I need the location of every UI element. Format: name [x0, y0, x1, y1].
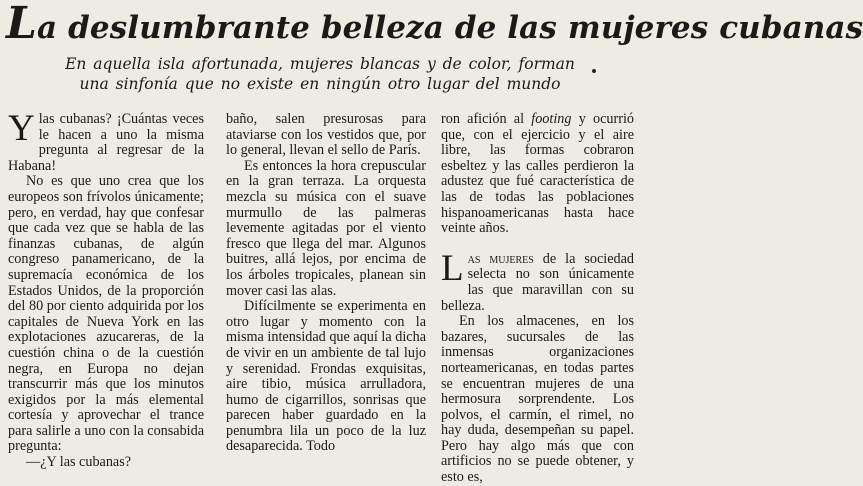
dropcap-y: Y — [8, 108, 35, 149]
col3-p2-text: de la sociedad selecta no son únicamente las que maravillan con su belleza. — [441, 250, 634, 314]
dropcap-l: L — [441, 247, 464, 289]
col3-p1-start: ron afición al — [441, 111, 532, 127]
subhead-line-2: una sinfonía que no existe en ningún otro lugar del mundo — [79, 75, 561, 93]
col3-paragraph-3: En los almacenes, en los bazares, sucursales de las inmensas organizaciones norteamericanas, en todas partes se encuentran mujeres de una hermosura sorprendente. Los polvos, el carmín, el rimel, no hay duda, desempeñan su papel. Pero hay algo más que con artificios no se puede obtener, y esto es, — [441, 313, 634, 486]
col1-paragraph-2: No es que uno crea que los europeos son frívolos únicamente; pero, en verdad, hay que confesar que cada vez que se habla de las finanzas cubanas, de algún congreso panamericano, de la supremacía económica de los Estados Unidos, de la proporción del 80 por ciento adquirida por los capitales de Nueva York en las explotaciones azucareras, de la cuestión china o de la cuestión negra, en Europa no dejan transcurrir más que los minutos exigidos por la más elemental cortesía y aprovechar el trance para salirle a uno con la consabida pregunta: — [8, 173, 204, 455]
column-1 — [8, 108, 204, 471]
headline-text: a deslumbrante belleza de las mujeres cubanas — [37, 10, 863, 46]
col3-p1-footing: footing — [531, 111, 572, 127]
col3-paragraph-1 — [441, 112, 634, 237]
section-gap — [441, 237, 634, 252]
col3-paragraph-2 — [441, 247, 634, 314]
ink-spot — [592, 69, 596, 73]
col3-p2-smallcaps: as mujeres — [467, 250, 534, 267]
subhead-line-1: En aquella isla afortunada, mujeres blancas y de color, forman — [65, 55, 575, 73]
col1-paragraph-1: las cubanas? ¡Cuántas veces le hacen a uno la misma pregunta al regresar de la Habana! — [8, 111, 204, 174]
headline-initial: L — [6, 0, 38, 49]
column-3 — [441, 112, 634, 486]
col3-p1-end: y ocurrió que, con el ejercicio y el aire libre, las formas cobraron esbeltez y las calles perdieron la adustez que fué característica de las de todas las poblaciones hispanoamericanas hasta hace veinte años. — [441, 111, 634, 237]
col2-paragraph-2: Es entonces la hora crepuscular en la gran terraza. La orquesta mezcla su música con el suave murmullo de las palmeras levemente agitadas por el viento fresco que llega del mar. Algunos buitres, allá lejos, por encima de los árboles tropicales, planean sin mover casi las alas. — [226, 157, 426, 299]
col1-paragraph-3: —¿Y las cubanas? — [26, 454, 132, 471]
col2-paragraph-1: baño, salen presurosas para ataviarse con los vestidos que, por lo general, llevan el sello de París. — [226, 111, 426, 159]
subheadline — [0, 54, 640, 94]
col2-paragraph-3: Difícilmente se experimenta en otro lugar y momento con la misma intensidad que aquí la dicha de vivir en un ambiente de tal lujo y serenidad. Frondas exquisitas, aire tibio, música arrulladora, humo de cigarrillos, sonrisas que parecen haber guardado en la penumbra lila un poco de la luz desaparecida. Todo — [226, 298, 426, 455]
headline — [6, 0, 863, 50]
column-2 — [226, 112, 426, 455]
